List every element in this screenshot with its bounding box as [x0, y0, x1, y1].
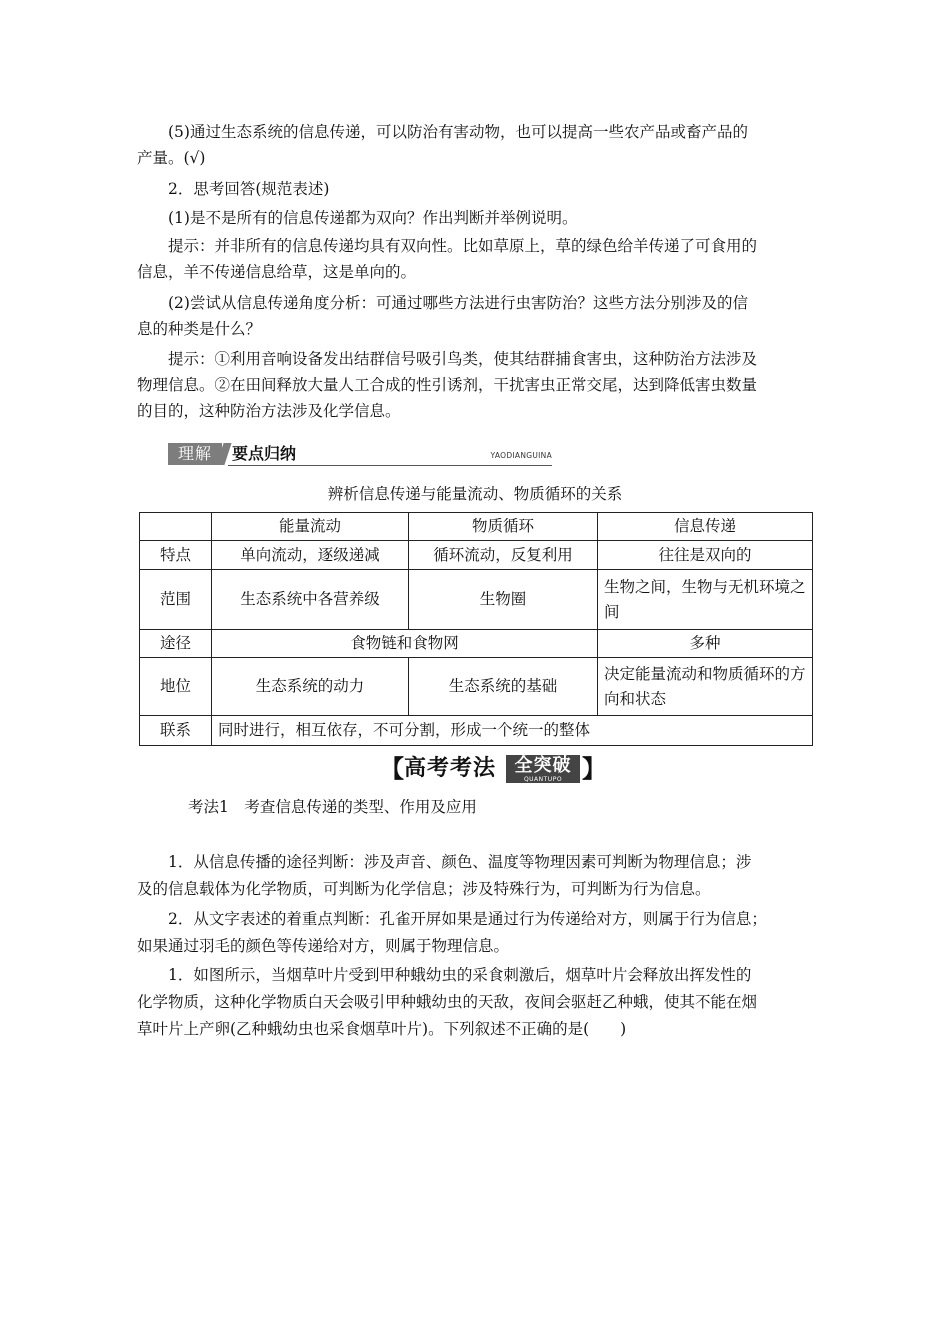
header-matter: 物质循环: [409, 513, 598, 541]
table-row-route: [140, 630, 813, 658]
row-label-status: 地位: [140, 658, 212, 716]
heading-badge-pinyin: QUANTUPO: [523, 776, 563, 783]
comparison-table: [139, 512, 813, 746]
row-label-scope: 范围: [140, 570, 212, 630]
answer2-line3: 的目的，这种防治方法涉及化学信息。: [137, 402, 401, 420]
cell-scope-info: 生物之间，生物与无机环境之间: [598, 570, 813, 630]
cell-feature-energy: 单向流动，逐级递减: [212, 541, 409, 570]
question2-line1: (2)尝试从信息传递角度分析：可通过哪些方法进行虫害防治？这些方法分别涉及的信: [168, 294, 748, 312]
section-banner: [168, 443, 552, 466]
heading-text: 高考考法: [404, 756, 497, 781]
cell-link-all: 同时进行，相互依存，不可分割，形成一个统一的整体: [212, 716, 813, 746]
table-caption: 辨析信息传递与能量流动、物质循环的关系: [327, 485, 623, 503]
cell-scope-matter: 生物圈: [409, 570, 598, 630]
banner-rule: [228, 465, 552, 466]
question2-line2: 息的种类是什么？: [137, 320, 262, 338]
item5-line1: (5)通过生态系统的信息传递，可以防治有害动物，也可以提高一些农产品或畜产品的: [168, 123, 748, 141]
cell-feature-info: 往往是双向的: [598, 541, 813, 570]
answer1-line1: 提示：并非所有的信息传递均具有双向性。比如草原上，草的绿色给羊传递了可食用的: [168, 237, 758, 255]
header-info: 信息传递: [598, 513, 813, 541]
table-row-status: [140, 658, 813, 716]
cell-feature-matter: 循环流动，反复利用: [409, 541, 598, 570]
method-p2-line2: 如果通过羽毛的颜色等传递给对方，则属于物理信息。: [137, 937, 510, 955]
question1: (1)是不是所有的信息传递都为双向？作出判断并举例说明。: [168, 209, 578, 227]
row-label-feature: 特点: [140, 541, 212, 570]
row-label-route: 途径: [140, 630, 212, 658]
method-p1-line1: 1．从信息传播的途径判断：涉及声音、颜色、温度等物理因素可判断为物理信息；涉: [168, 853, 752, 871]
heading-badge: [506, 755, 580, 783]
method-p1-line2: 及的信息载体为化学物质，可判断为化学信息；涉及特殊行为，可判断为行为信息。: [137, 880, 711, 898]
question-line3: 草叶片上产卵(乙种蛾幼虫也采食烟草叶片)。下列叙述不正确的是( ): [137, 1020, 627, 1038]
answer2-line2: 物理信息。②在田间释放大量人工合成的性引诱剂，干扰害虫正常交尾，达到降低害虫数量: [137, 376, 758, 394]
table-row-feature: [140, 541, 813, 570]
table-row-link: [140, 716, 813, 746]
question-line1: 1．如图所示，当烟草叶片受到甲种蛾幼虫的采食刺激后，烟草叶片会释放出挥发性的: [168, 966, 752, 984]
answer1-line2: 信息，羊不传递信息给草，这是单向的。: [137, 263, 417, 281]
banner-title: 要点归纳: [232, 444, 297, 463]
cell-status-matter: 生态系统的基础: [409, 658, 598, 716]
table-row-scope: [140, 570, 813, 630]
heading-bracket-left: 【: [380, 755, 404, 783]
row-label-link: 联系: [140, 716, 212, 746]
header-cell-empty: [140, 513, 212, 541]
method-p2-line1: 2．从文字表述的着重点判断：孔雀开屏如果是通过行为传递给对方，则属于行为信息；: [168, 910, 767, 928]
answer2-line1: 提示：①利用音响设备发出结群信号吸引鸟类，使其结群捕食害虫，这种防治方法涉及: [168, 350, 758, 368]
cell-status-energy: 生态系统的动力: [212, 658, 409, 716]
table-header-row: [140, 513, 813, 541]
cell-route-info: 多种: [598, 630, 813, 658]
question-line2: 化学物质，这种化学物质白天会吸引甲种蛾幼虫的天敌，夜间会驱赶乙种蛾，使其不能在烟: [137, 993, 758, 1011]
cell-scope-energy: 生态系统中各营养级: [212, 570, 409, 630]
banner-tag: 理解: [168, 443, 222, 465]
heading-bracket-right: 】: [582, 755, 606, 783]
item5-line2: 产量。(√): [137, 149, 206, 167]
section2-heading: 2．思考回答(规范表述): [168, 180, 330, 198]
header-energy: 能量流动: [212, 513, 409, 541]
cell-status-info: 决定能量流动和物质循环的方向和状态: [598, 658, 813, 716]
heading-badge-text: 全突破: [514, 755, 572, 776]
banner-pinyin: YAODIANGUINA: [490, 451, 552, 460]
method-title: 考法1 考查信息传递的类型、作用及应用: [188, 798, 477, 816]
cell-route-energy-matter: 食物链和食物网: [212, 630, 598, 658]
